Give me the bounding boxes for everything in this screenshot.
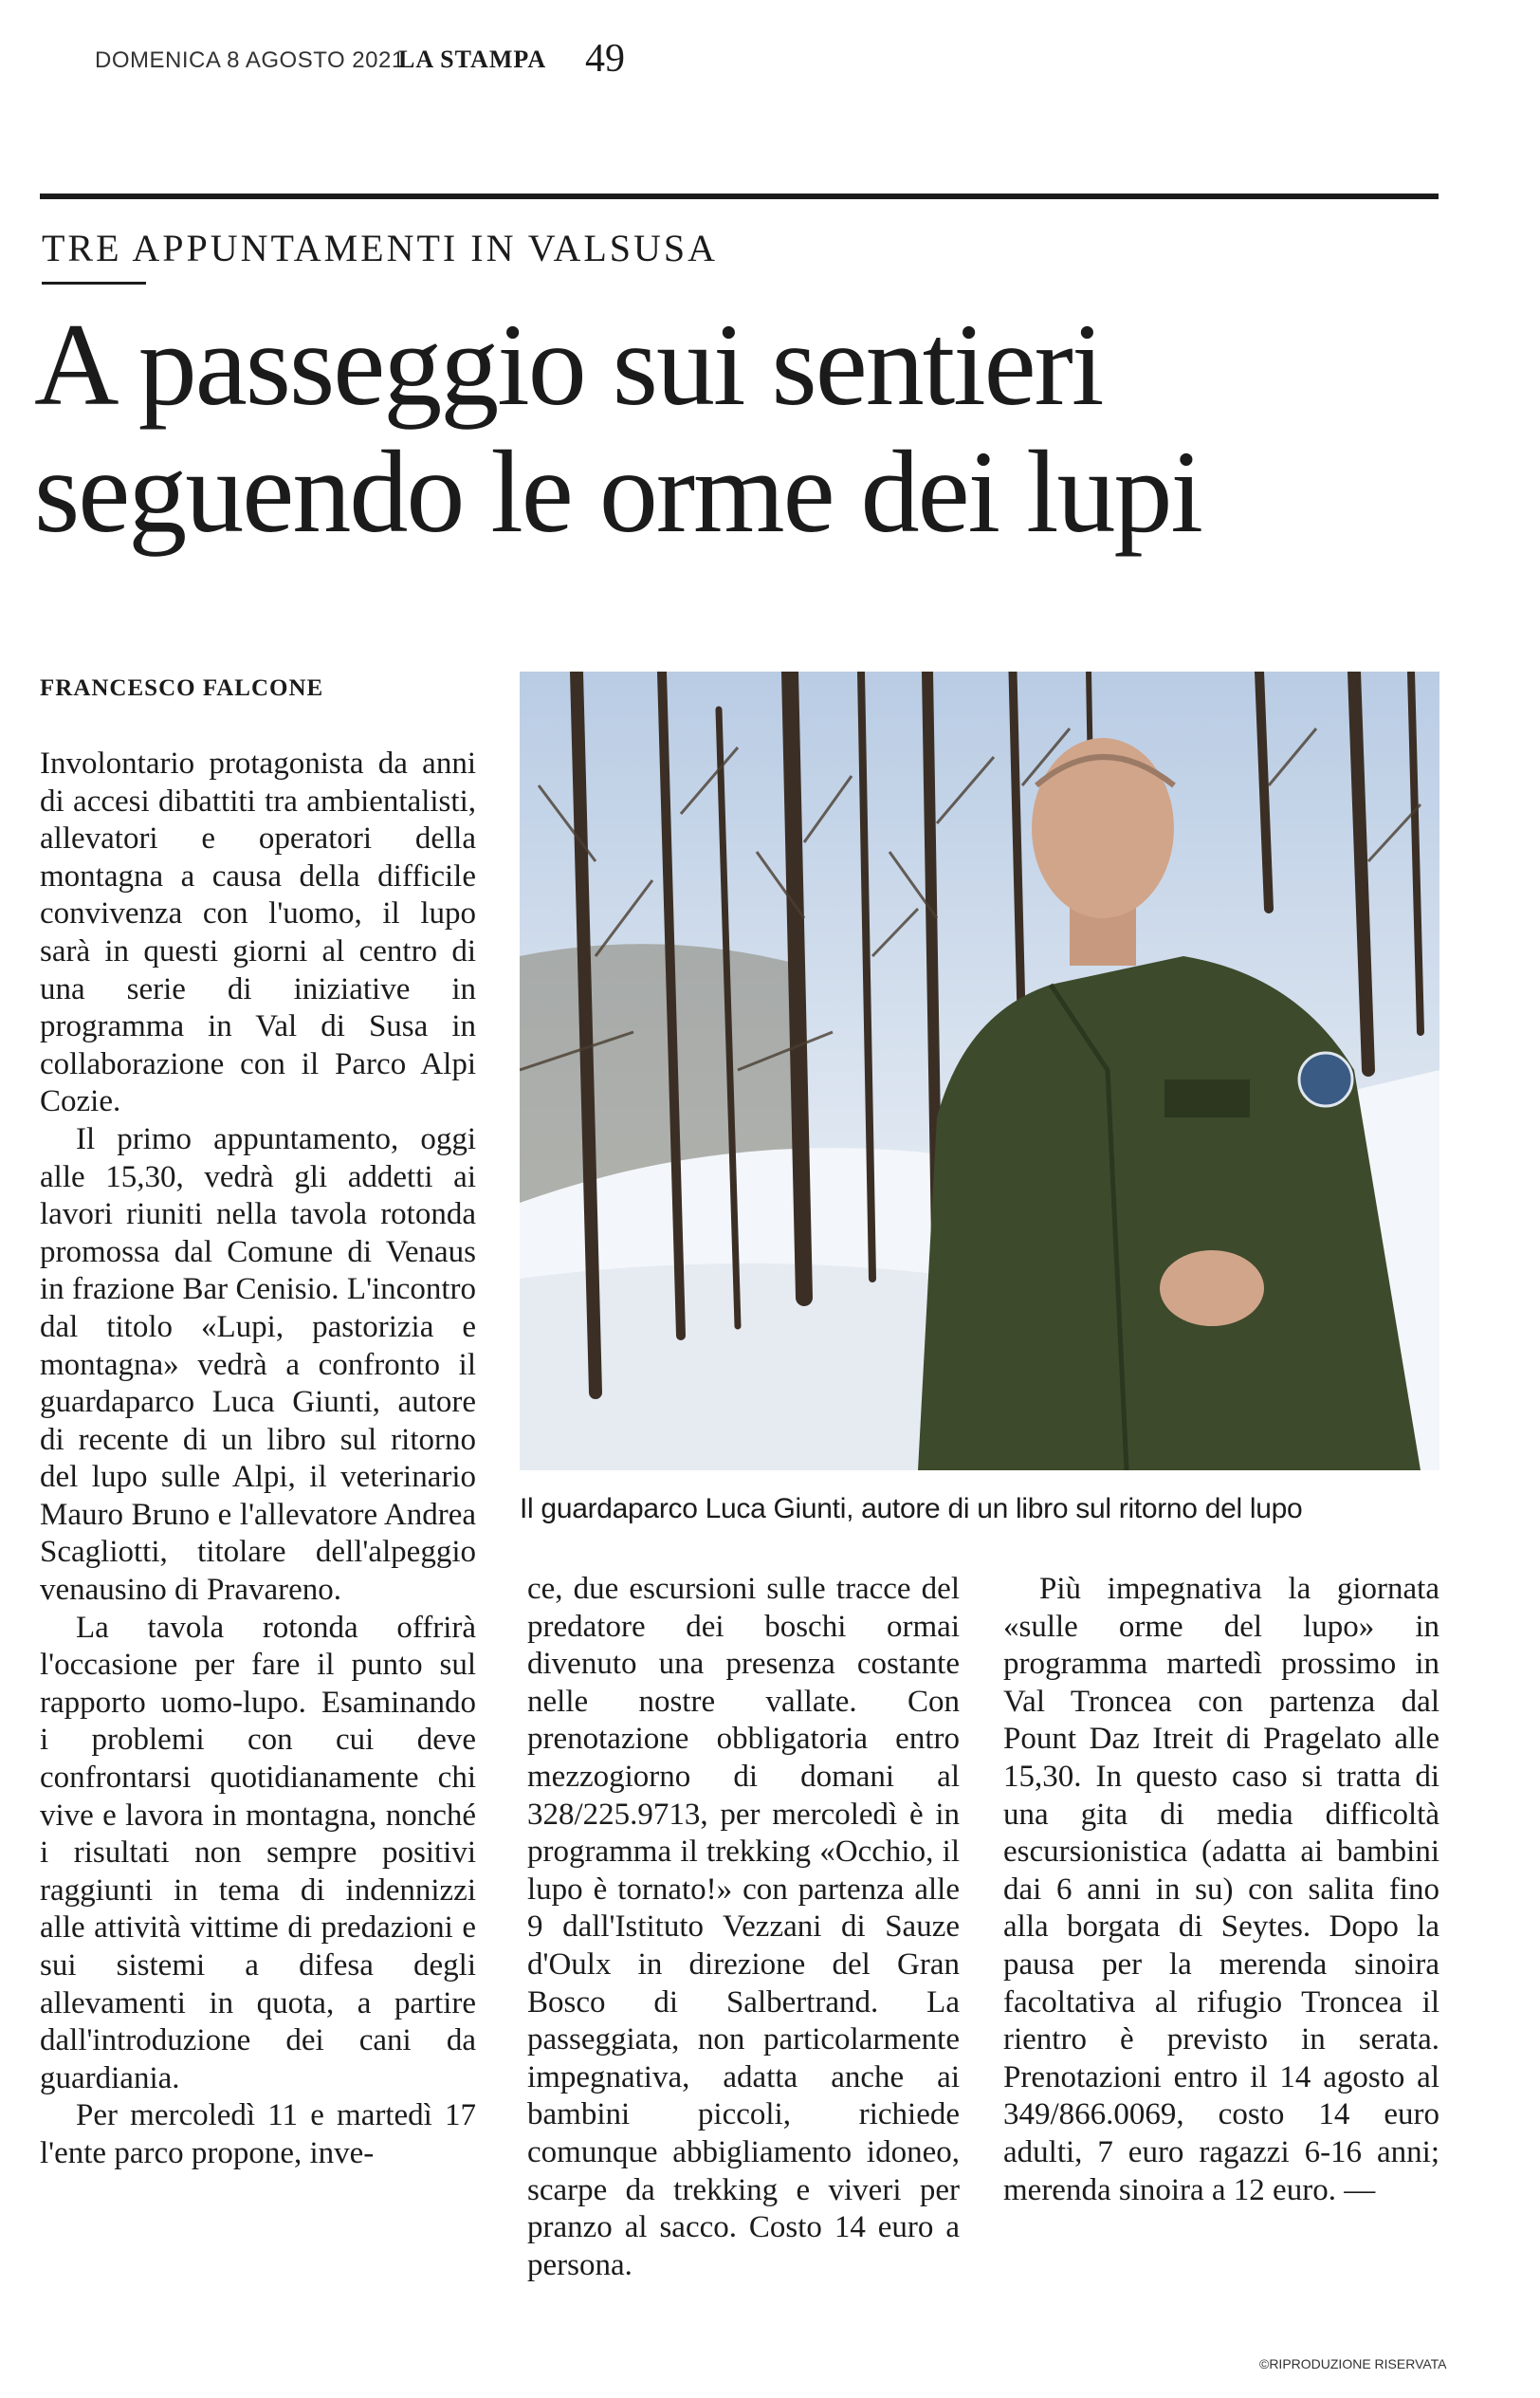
headline — [34, 302, 1457, 556]
article-column-3 — [1003, 1571, 1439, 2209]
paragraph: Involontario protagonista da anni di accesi dibattiti tra ambientalisti, allevatori e operatori della montagna a causa della difficile convivenza con l'uomo, il lupo sarà in questi giorni al centro di una serie di iniziative in programma in Val di Susa in collaborazione con il Parco Alpi Cozie. — [40, 747, 476, 1119]
article-photo — [520, 672, 1439, 1470]
park-ranger-illustration — [520, 672, 1439, 1470]
article-column-2 — [527, 1571, 960, 2284]
headline-line-1: A passeggio sui sentieri — [34, 300, 1103, 430]
newspaper-name: LA STAMPA — [398, 46, 547, 73]
article-column-1 — [40, 746, 476, 2173]
paragraph: La tavola rotonda offrirà l'occasione per fare il punto sul rapporto uomo-lupo. Esaminando i problemi con cui deve confrontarsi quotidianamente chi vive e lavora in montagna, nonché i risultati non sempre positivi raggiunti in tema di indennizzi alle attività vittime di predazioni e sui sistemi a difesa degli allevamenti in quota, a partire dall'introduzione dei cani da guardiania. — [40, 1610, 476, 2095]
paragraph: Per mercoledì 11 e martedì 17 l'ente parco propone, inve- — [40, 2098, 476, 2170]
paragraph: ce, due escursioni sulle tracce del predatore dei boschi ormai divenuto una presenza costante nelle nostre vallate. Con prenotazione obbligatoria entro mezzogiorno di domani al 328/225.9713, per mercoledì è in programma il trekking «Occhio, il lupo è tornato!» con partenza alle 9 dall'Istituto Vezzani di Sauze d'Oulx in direzione del Gran Bosco di Salbertrand. La passeggiata, non particolarmente impegnativa, adatta anche ai bambini piccoli, richiede comunque abbigliamento idoneo, scarpe da trekking e viveri per pranzo al sacco. Costo 14 euro a persona. — [527, 1572, 960, 2282]
headline-line-2: seguendo le orme dei lupi — [34, 427, 1201, 557]
page-number: 49 — [585, 37, 625, 81]
kicker-underline — [42, 282, 146, 285]
paragraph: Il primo appuntamento, oggi alle 15,30, vedrà gli addetti ai lavori riuniti nella tavola rotonda promossa dal Comune di Venaus in frazione Bar Cenisio. L'incontro dal titolo «Lupi, pastorizia e montagna» vedrà a confronto il guardaparco Luca Giunti, autore di recente di un libro sul ritorno del lupo sulle Alpi, il veterinario Mauro Bruno e l'allevatore Andrea Scagliotti, titolare dell'alpeggio venausino di Pravareno. — [40, 1121, 476, 1608]
copyright-notice: ©RIPRODUZIONE RISERVATA — [1259, 2356, 1447, 2371]
kicker: TRE APPUNTAMENTI IN VALSUSA — [42, 227, 719, 269]
photo-caption: Il guardaparco Luca Giunti, autore di un libro sul ritorno del lupo — [520, 1493, 1303, 1524]
paragraph: Più impegnativa la giornata «sulle orme del lupo» in programma martedì prossimo in Val Troncea con partenza dal Pount Daz Itreit di Pragelato alle 15,30. In questo caso si tratta di una gita di media difficoltà escursionistica (adatta ai bambini dai 6 anni in su) con salita fino alla borgata di Seytes. Dopo la pausa per la merenda sinoira facoltativa al rifugio Troncea il rientro è previsto in serata. Prenotazioni entro il 14 agosto al 349/866.0069, costo 14 euro adulti, 7 euro ragazzi 6-16 anni; merenda sinoira a 12 euro. — — [1003, 1572, 1439, 2207]
top-rule — [40, 194, 1439, 199]
byline: FRANCESCO FALCONE — [40, 675, 324, 701]
issue-date: DOMENICA 8 AGOSTO 2021 — [95, 47, 405, 73]
